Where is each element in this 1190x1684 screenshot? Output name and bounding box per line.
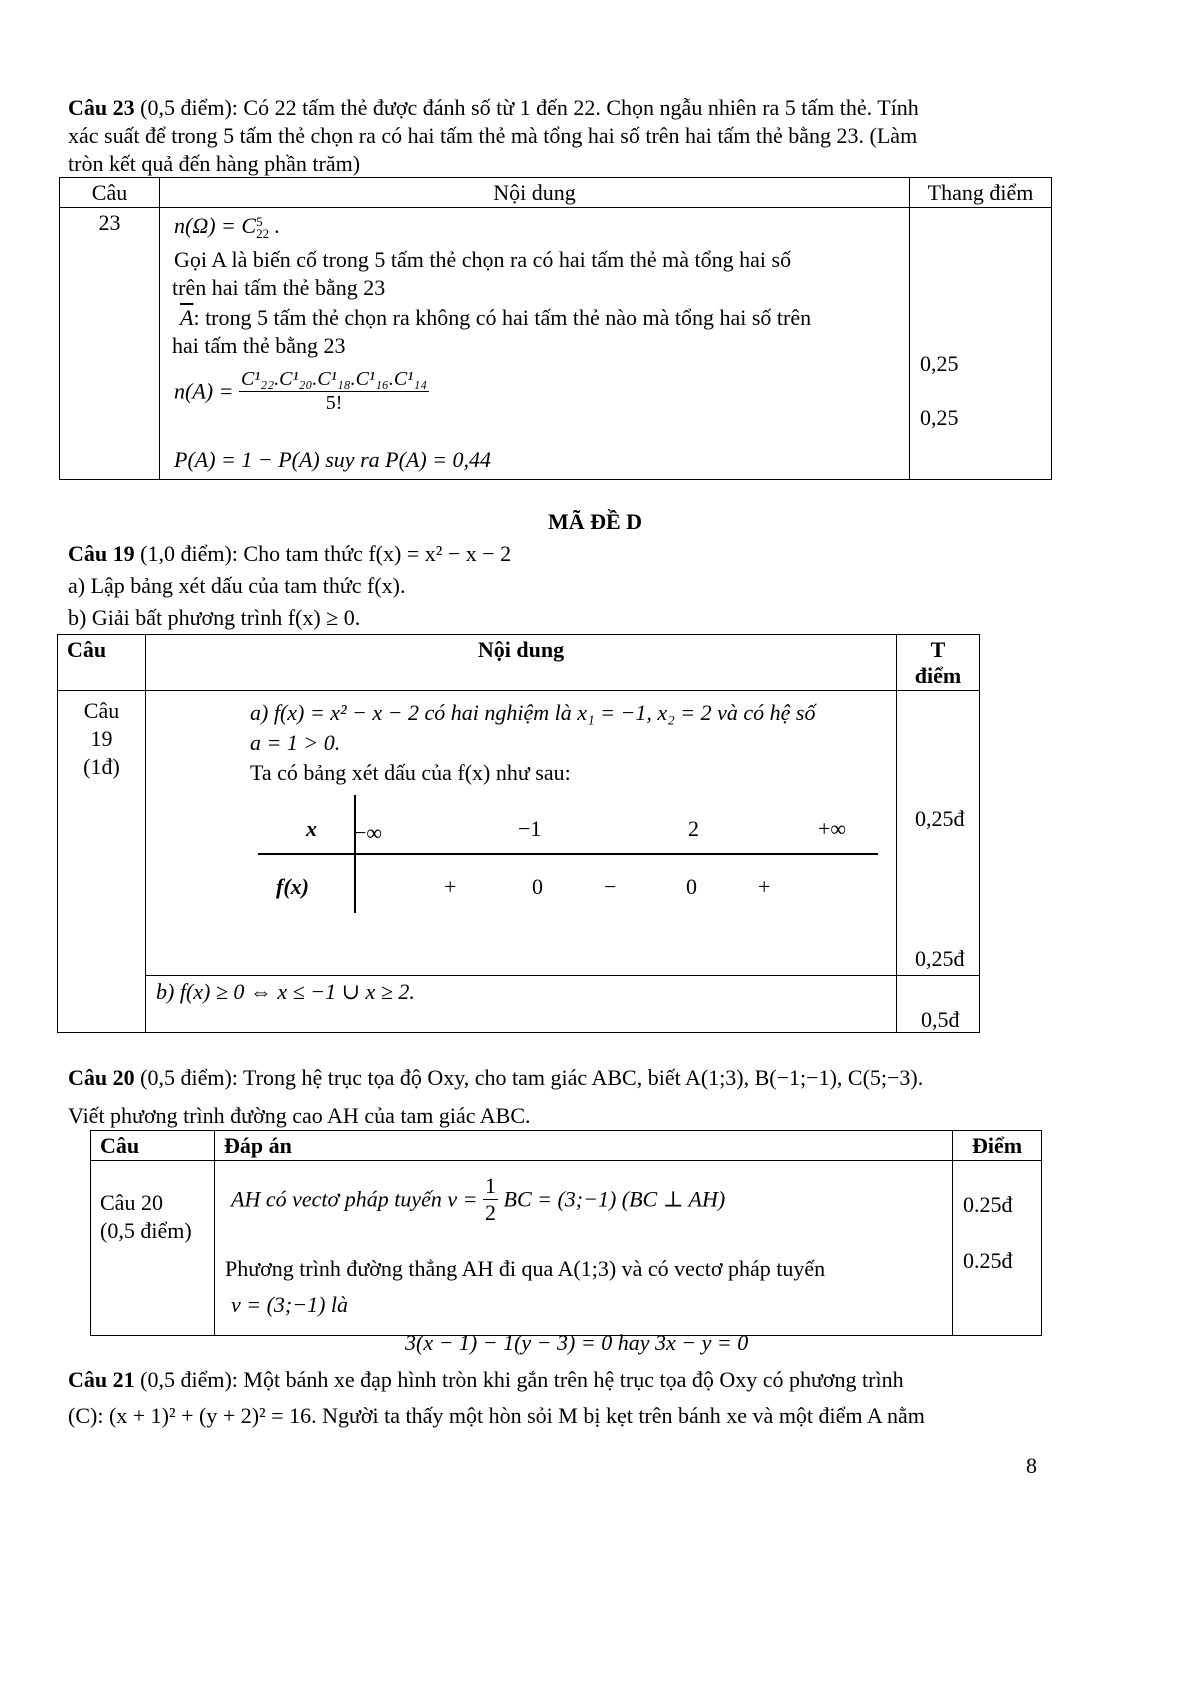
q20-points: (0,5 điểm): [140, 1065, 232, 1090]
q23-line1: [68, 94, 919, 122]
q20-score-1: 0.25đ: [963, 1192, 1013, 1217]
q23-n-omega: n(Ω) = C 5 22 .: [174, 213, 281, 241]
q19-score-a-cell: [897, 691, 980, 976]
q21-line1: [68, 1366, 904, 1394]
q20-cau-1: Câu 20: [100, 1190, 163, 1215]
q21-text1: : Một bánh xe đạp hình tròn khi gắn trên hệ trục tọa độ Oxy có phương trình: [231, 1367, 904, 1392]
q19-b-line: b) f(x) ≥ 0 ⇔ x ≤ −1 ∪ x ≥ 2.: [156, 979, 415, 1004]
q23-header-cau: Câu: [60, 178, 160, 208]
q19-header-diem: [897, 635, 980, 691]
sign-x-val: +∞: [818, 816, 847, 841]
q20-header-dapan: Đáp án: [215, 1131, 953, 1161]
q23-score-cell: [910, 208, 1052, 480]
q23-n-abar: [174, 368, 429, 415]
q23-define-A-2: trên hai tấm thẻ bằng 23: [172, 275, 386, 300]
q19-header-cau: [58, 635, 146, 691]
exam-code-title: MÃ ĐỀ D: [547, 509, 643, 534]
sign-value: +: [444, 874, 457, 899]
q19-score-a2: 0,25đ: [915, 946, 965, 971]
page-number: 8: [1026, 1453, 1037, 1478]
q23-define-A-1: Gọi A là biến cố trong 5 tấm thẻ chọn ra có hai tấm thẻ mà tổng hai số: [174, 247, 792, 272]
q19-line1: [68, 540, 511, 568]
q23-line2: xác suất để trong 5 tấm thẻ chọn ra có hai tấm thẻ mà tổng hai số trên hai tấm thẻ bằng 23. (Làm: [68, 123, 918, 148]
q19-a-line3: Ta có bảng xét dấu của f(x) như sau:: [250, 760, 571, 785]
q19-content-a: [146, 691, 897, 976]
q23-n-omega-sup: 5: [256, 213, 263, 229]
q23-n-abar-frac: [239, 368, 429, 415]
sign-table-vline: [354, 795, 356, 913]
q23-probability: P(A) = 1 − P(A) suy ra P(A) = 0,44: [174, 447, 492, 472]
q23-cau-value: 23: [98, 210, 121, 235]
q20-line-normal: [231, 1173, 725, 1226]
q19-score-b-cell: [897, 976, 980, 1033]
q23-n-abar-left: n(A) =: [174, 378, 234, 404]
q19-cau-3: (1đ): [83, 754, 120, 779]
q20-line2-text: Phương trình đường thẳng AH đi qua A(1;3) và có vectơ pháp tuyến: [225, 1256, 826, 1281]
q23-table: [59, 177, 1052, 480]
q19-intro: : Cho tam thức f(x) = x² − x − 2: [231, 541, 512, 566]
q20-cau-2: (0,5 điểm): [100, 1218, 192, 1243]
q19-a-line2: a = 1 > 0.: [250, 730, 341, 755]
q19-a-line1: a) f(x) = x² − x − 2 có hai nghiệm là x₁ = −1, x₂ = 2 và có hệ số: [250, 700, 816, 725]
q20-table: [90, 1130, 1042, 1355]
sign-table-hline: [258, 853, 878, 855]
q20-frac-den: 2: [485, 1200, 496, 1225]
q19-cau-1: Câu: [83, 698, 120, 723]
q19-header-noidung-text: Nội dung: [477, 637, 565, 662]
q19-score-a1: 0,25đ: [915, 806, 965, 831]
sign-x-val: 2: [688, 816, 699, 841]
q19-part-b: b) Giải bất phương trình f(x) ≥ 0.: [68, 605, 361, 630]
q23-score-1: 0,25: [920, 351, 959, 376]
q19-header-noidung: [146, 635, 897, 691]
q20-frac-num: 1: [485, 1173, 496, 1198]
q19-header-diem-text: điểm: [914, 663, 962, 688]
q21-line2: (C): (x + 1)² + (y + 2)² = 16. Người ta thấy một hòn sỏi M bị kẹt trên bánh xe và một điểm A nằm: [68, 1403, 925, 1428]
q23-abar-text: : trong 5 tấm thẻ chọn ra không có hai tấm thẻ nào mà tổng hai số trên: [193, 305, 812, 330]
q23-label: Câu 23: [68, 95, 135, 120]
q20-frac: [483, 1173, 498, 1226]
q23-n-abar-den: 5!: [325, 392, 343, 414]
q23-header-thang: Thang điểm: [910, 178, 1052, 208]
q21-points: (0,5 điểm): [140, 1367, 232, 1392]
q19-cau-2: 19: [90, 726, 113, 751]
q19-cau-cell: [58, 691, 146, 1033]
sign-value: −: [604, 874, 617, 899]
q23-define-Abar-1: [180, 304, 811, 332]
q23-line3: tròn kết quả đến hàng phần trăm): [68, 151, 361, 176]
q23-points: (0,5 điểm): [140, 95, 232, 120]
q23-n-omega-sub: 22: [256, 225, 270, 241]
q19-label: Câu 19: [68, 541, 135, 566]
q20-cau-cell: [91, 1161, 215, 1336]
q23-cau-cell: [60, 208, 160, 480]
sign-value: 0: [532, 874, 543, 899]
q23-header-noidung: Nội dung: [160, 178, 910, 208]
q20-l1-b: BC = (3;−1) (BC ⊥ AH): [503, 1186, 726, 1212]
q23-n-abar-num: C¹₂₂.C¹₂₀.C¹₁₈.C¹₁₆.C¹₁₄: [240, 368, 428, 390]
q20-text1: : Trong hệ trục tọa độ Oxy, cho tam giác ABC, biết A(1;3), B(−1;−1), C(5;−3).: [231, 1065, 924, 1090]
q20-content-cell: [215, 1161, 953, 1355]
q21-label: Câu 21: [68, 1367, 135, 1392]
q23-content-cell: [160, 208, 910, 480]
q19-header-cau-text: Câu: [67, 637, 107, 662]
q23-score-2: 0,25: [920, 405, 959, 430]
q20-line2: Viết phương trình đường cao AH của tam giác ABC.: [68, 1103, 531, 1128]
q20-header-diem: Điểm: [953, 1131, 1042, 1161]
sign-x-val: −∞: [354, 820, 383, 845]
sign-x-val: −1: [518, 816, 542, 841]
q20-score-cell: [953, 1161, 1042, 1336]
q19-table: [57, 634, 980, 1033]
q23-n-omega-text: n(Ω) = C: [174, 213, 257, 238]
q23-define-Abar-2: hai tấm thẻ bằng 23: [172, 333, 346, 358]
q20-label: Câu 20: [68, 1065, 135, 1090]
sign-value: 0: [686, 874, 697, 899]
q19-score-b: 0,5đ: [921, 1007, 960, 1032]
sign-table-fx-label: f(x): [276, 874, 309, 899]
q19-points: (1,0 điểm): [140, 541, 232, 566]
sign-table-x-label: x: [306, 816, 317, 841]
q20-header-cau: Câu: [91, 1131, 215, 1161]
q20-score-2: 0.25đ: [963, 1248, 1013, 1273]
q20-line3-text: v = (3;−1) là: [231, 1292, 349, 1317]
sign-value: +: [758, 874, 771, 899]
q20-line1: [68, 1064, 923, 1092]
q19-header-t: T: [930, 637, 946, 662]
q23-abar: $\overline{A}$: [180, 305, 194, 330]
q20-l1-a: AH có vectơ pháp tuyến v =: [231, 1186, 478, 1212]
q19-content-b: [146, 976, 897, 1033]
q19-part-a: a) Lập bảng xét dấu của tam thức f(x).: [68, 573, 406, 598]
q23-text1: : Có 22 tấm thẻ được đánh số từ 1 đến 22. Chọn ngẫu nhiên ra 5 tấm thẻ. Tính: [231, 95, 919, 120]
q20-line4-text: 3(x − 1) − 1(y − 3) = 0 hay 3x − y = 0: [405, 1330, 749, 1355]
